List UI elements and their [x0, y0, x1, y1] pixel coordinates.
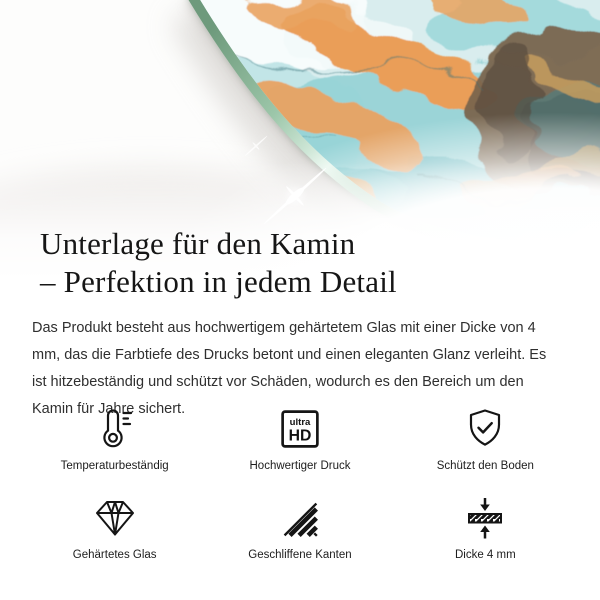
feature-tempered-glass — [22, 487, 207, 562]
feature-thickness — [393, 487, 578, 562]
diamond-icon — [92, 487, 138, 539]
page-title — [40, 225, 600, 301]
feature-label: Dicke 4 mm — [454, 549, 516, 561]
title-line-2: – Perfektion in jedem Detail — [40, 264, 397, 299]
shield-check-icon — [463, 398, 507, 450]
polished-edges-icon — [280, 487, 320, 539]
feature-label: Schützt den Boden — [436, 460, 534, 472]
feature-label: Gehärtetes Glas — [72, 549, 157, 561]
product-description: Das Produkt besteht aus hochwertigem gehärtetem Glas mit einer Dicke von 4 mm, das die Farbtiefe des Drucks betont und einen eleganten Glanz verleiht. Es ist hitzebeständig und schützt vor Schäden, wodurch es den Bereich um den Kamin für Jahre sichert. — [32, 320, 547, 417]
ultra-hd-icon — [279, 398, 321, 450]
feature-floor-protection — [393, 398, 578, 473]
feature-label: Temperaturbeständig — [60, 460, 169, 472]
product-info-section — [0, 225, 600, 423]
ultra-hd-text-top: ultra — [289, 417, 311, 429]
feature-polished-edges — [207, 487, 392, 562]
features-grid — [22, 398, 578, 562]
thermometer-icon — [93, 398, 137, 450]
feature-label: Geschliffene Kanten — [248, 549, 352, 561]
thickness-icon — [463, 487, 507, 539]
ultra-hd-text-bottom: HD — [288, 427, 312, 445]
feature-print-quality — [207, 398, 392, 473]
feature-label: Hochwertiger Druck — [249, 460, 351, 472]
feature-temperature-resistant — [22, 398, 207, 473]
title-line-1: Unterlage für den Kamin — [40, 226, 356, 261]
